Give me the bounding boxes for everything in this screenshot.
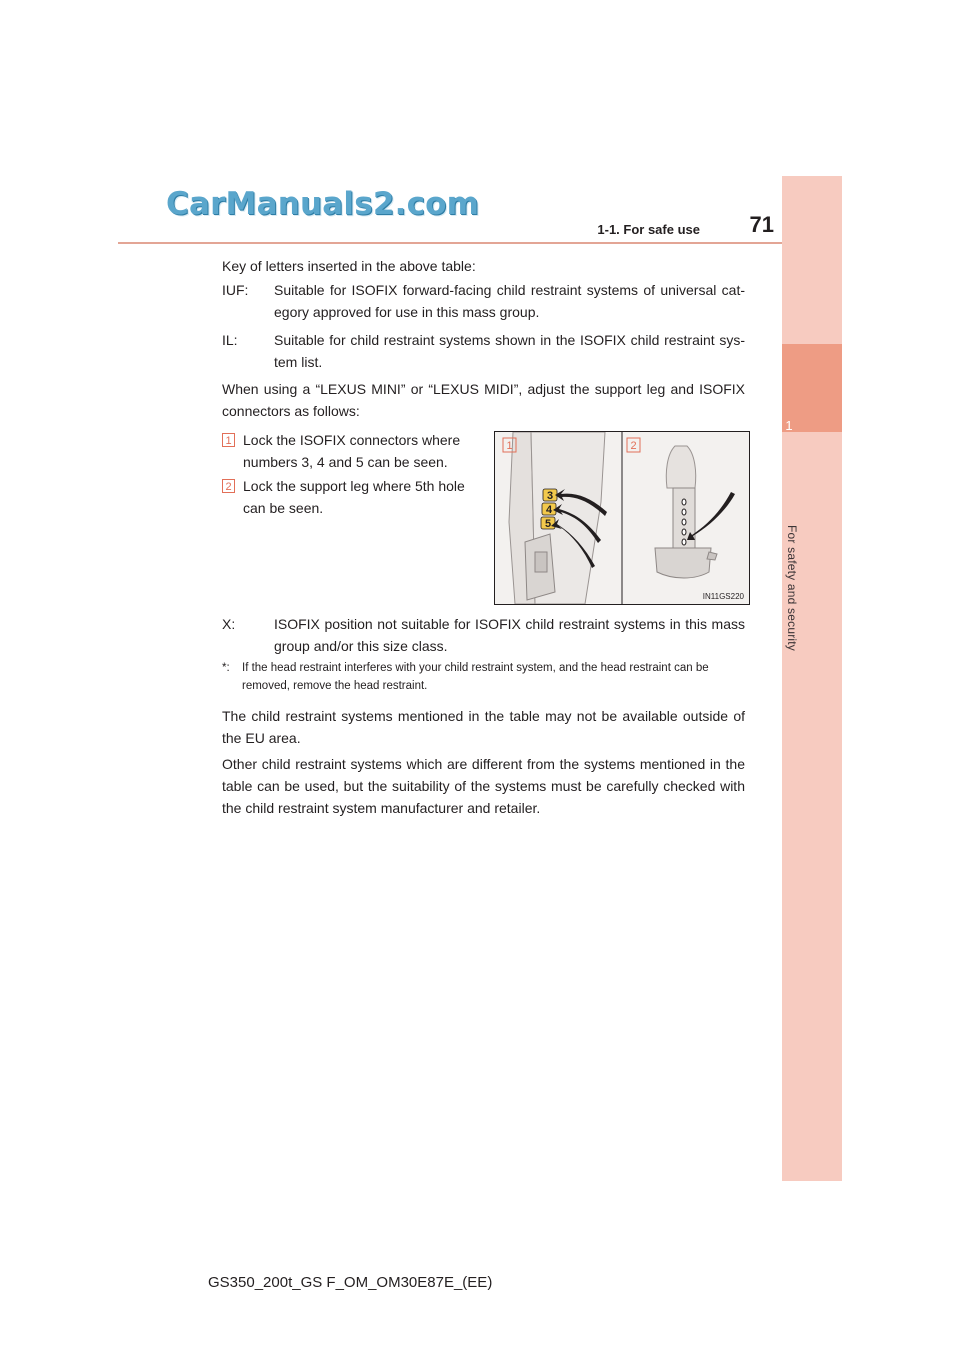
isofix-illustration: [495, 432, 749, 604]
footnote-mark: *:: [222, 662, 230, 674]
svg-text:5: 5: [544, 518, 552, 530]
lexus-paragraph: When using a “LEXUS MINI” or “LEXUS MIDI”, adjust the support leg and ISOFIX connectors as follows:: [222, 381, 745, 419]
svg-text:1: 1: [506, 440, 513, 452]
step-text: Lock the ISOFIX connectors where numbers 3, 4 and 5 can be seen.: [243, 432, 461, 470]
step-number-badge: 2: [222, 479, 235, 493]
svg-text:3: 3: [546, 490, 554, 502]
section-title: 1-1. For safe use: [597, 222, 700, 237]
definition-text: ISOFIX position not suitable for ISOFIX child restraint systems in this mass group and/or this size class.: [274, 616, 745, 654]
definition-text: Suitable for ISOFIX forward-facing child restraint systems of universal cat-egory approved for use in this mass group.: [274, 282, 745, 320]
key-intro: Key of letters inserted in the above table:: [222, 258, 476, 274]
watermark-logo: CarManuals2.com: [166, 186, 480, 222]
step-number-badge: 1: [222, 433, 235, 447]
svg-text:2: 2: [630, 440, 637, 452]
svg-text:4: 4: [545, 504, 553, 516]
document-code-footer: GS350_200t_GS F_OM_OM30E87E_(EE): [208, 1274, 493, 1291]
paragraph-other-systems: Other child restraint systems which are different from the systems mentioned in the table can be used, but the suitability of the systems must be carefully checked with the child restraint system manufacturer and retailer.: [222, 756, 745, 816]
chapter-number: 1: [785, 418, 793, 433]
chapter-title: For safety and security: [785, 525, 799, 651]
page-number: 71: [749, 212, 774, 237]
connector-number-3: [543, 489, 557, 502]
chapter-sidebar: [782, 176, 842, 1181]
figure-code: IN11GS220: [702, 592, 744, 601]
header-rule: [118, 242, 842, 244]
definition-term: IL:: [222, 332, 238, 348]
definition-term: IUF:: [222, 282, 249, 298]
step-text: Lock the support leg where 5th hole can be seen.: [243, 478, 465, 516]
definition-text: Suitable for child restraint systems shown in the ISOFIX child restraint sys-tem list.: [274, 332, 745, 370]
paragraph-eu: The child restraint systems mentioned in the table may not be available outside of the EU area.: [222, 708, 745, 746]
isofix-figure: [494, 431, 750, 605]
connector-number-5: [541, 517, 555, 530]
definition-term: X:: [222, 616, 236, 632]
footnote-text: If the head restraint interferes with your child restraint system, and the head restraint can be removed, remove the head restraint.: [242, 662, 709, 692]
